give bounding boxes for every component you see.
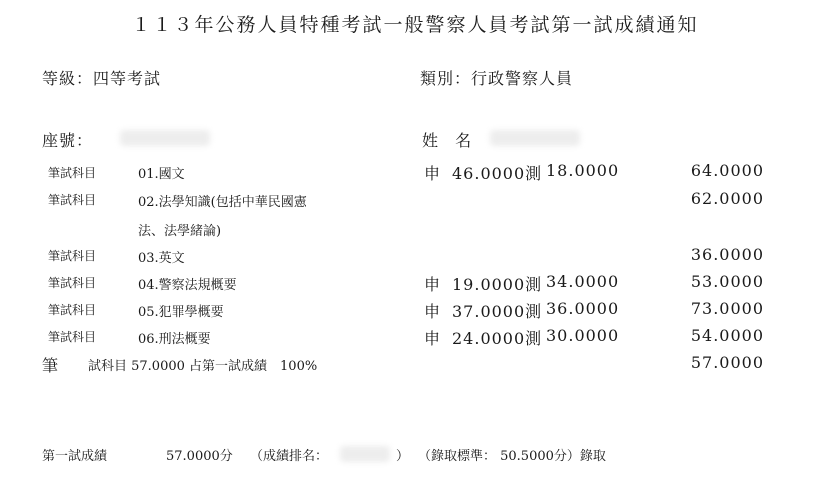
redacted-name: [490, 130, 580, 146]
subject-score-a: 37.0000測: [452, 302, 543, 321]
subject-mark: 申: [424, 329, 442, 348]
subject-name-continued: 法、法學緒論): [138, 224, 222, 239]
summary-text: 試科目 57.0000 占第一試成績 100%: [88, 359, 318, 374]
subject-total: 62.0000: [690, 189, 764, 208]
seat-number-label: 座號：: [42, 131, 94, 150]
subject-mark: 申: [424, 164, 442, 183]
subject-name: 02.法學知識(包括中華民國憲: [138, 195, 307, 210]
subject-total: 36.0000: [690, 245, 764, 264]
exam-grade: 等級：四等考試: [42, 69, 162, 88]
page-title: １１３年公務人員特種考試一般警察人員考試第一試成績通知: [131, 14, 699, 36]
result-label: 第一試成績: [42, 449, 108, 464]
subject-total: 73.0000: [690, 299, 764, 318]
subject-total: 64.0000: [690, 161, 764, 180]
subject-score-a: 46.0000測: [452, 164, 543, 183]
subject-name: 01.國文: [138, 167, 185, 182]
subject-score-b: 36.0000: [546, 299, 620, 318]
subject-score-a: 19.0000測: [452, 275, 543, 294]
rank-close: ）: [396, 449, 410, 464]
subject-name: 04.警察法規概要: [138, 278, 237, 293]
subject-name: 03.英文: [138, 251, 185, 266]
subject-tag: 筆試科目: [48, 193, 97, 207]
summary-total: 57.0000: [690, 353, 764, 372]
rank-label: （成績排名：: [250, 449, 329, 464]
name-label: 姓 名: [422, 131, 478, 150]
subject-tag: 筆試科目: [48, 330, 97, 344]
subject-score-b: 18.0000: [546, 161, 620, 180]
subject-mark: 申: [424, 302, 442, 321]
subject-tag: 筆試科目: [48, 249, 97, 263]
subject-score-b: 34.0000: [546, 272, 620, 291]
subject-score-a: 24.0000測: [452, 329, 543, 348]
summary-prefix: 筆: [42, 356, 60, 375]
subject-total: 54.0000: [690, 326, 764, 345]
subject-tag: 筆試科目: [48, 276, 97, 290]
admission-standard: （錄取標準： 50.5000分）錄取: [418, 449, 606, 464]
subject-name: 06.刑法概要: [138, 332, 211, 347]
subject-total: 53.0000: [690, 272, 764, 291]
redacted-seat-number: [120, 130, 210, 146]
subject-tag: 筆試科目: [48, 166, 97, 180]
subject-mark: 申: [424, 275, 442, 294]
subject-tag: 筆試科目: [48, 303, 97, 317]
subject-score-b: 30.0000: [546, 326, 620, 345]
exam-category: 類別：行政警察人員: [420, 69, 574, 88]
redacted-rank: [340, 446, 390, 462]
subject-name: 05.犯罪學概要: [138, 305, 224, 320]
result-score: 57.0000分: [166, 449, 233, 464]
